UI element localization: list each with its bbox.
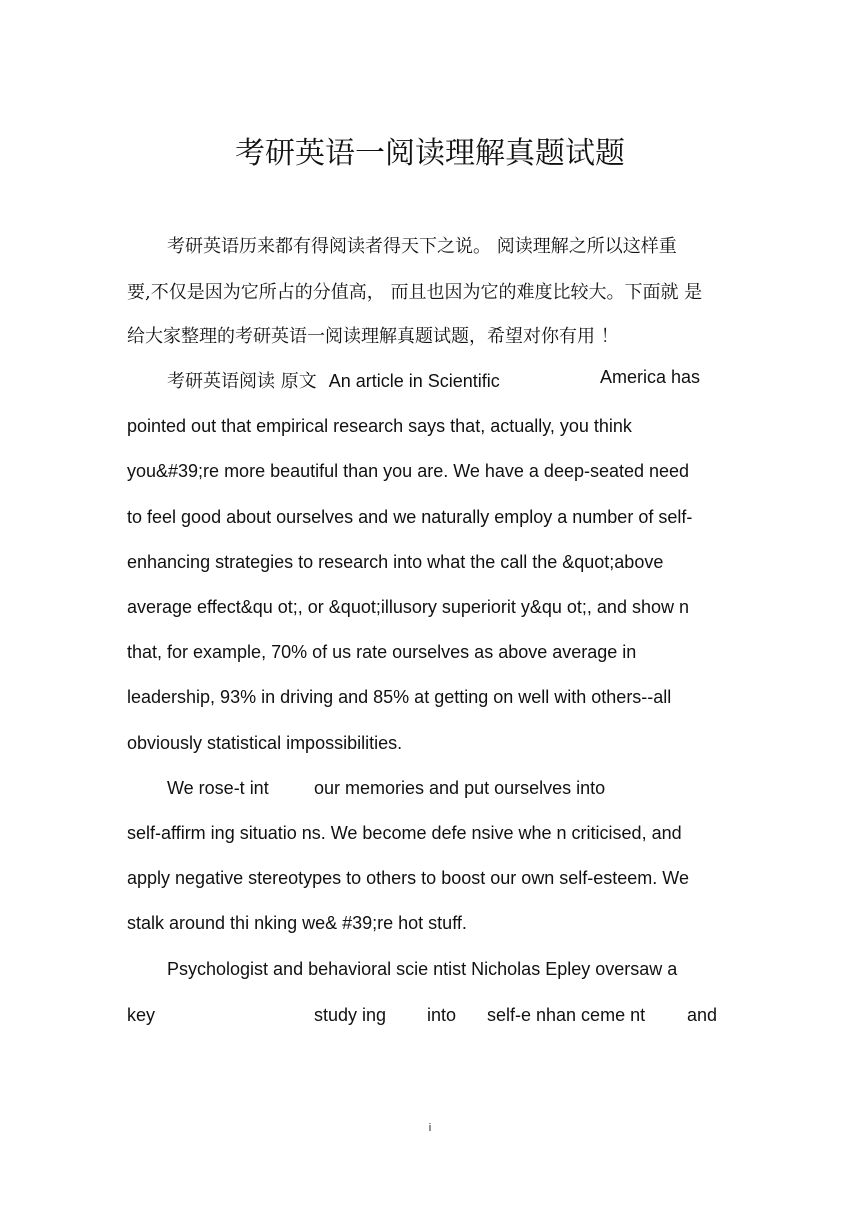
para2-line-4: stalk around thi nking we& #39;re hot stuff. <box>127 913 467 933</box>
para1-phrase: An article in Scientific <box>328 371 500 391</box>
para1-first-line <box>167 367 707 393</box>
para1-line-4: to feel good about ourselves and we naturally employ a number of self- <box>127 507 693 527</box>
para3-word-and: and <box>687 1005 718 1025</box>
para2-line-2: self-affirm ing situatio ns. We become defe nsive whe n criticised, and <box>127 823 682 843</box>
page-title: 考研英语一阅读理解真题试题 <box>235 136 625 171</box>
para2-head: We rose-t int <box>167 778 269 798</box>
para1-line-5: enhancing strategies to research into what the call the &quot;above <box>127 552 664 572</box>
para1-tail: America has <box>600 367 701 387</box>
para3-line-1: Psychologist and behavioral scie ntist Nicholas Epley oversaw a <box>167 959 678 979</box>
para1-line-7: that, for example, 70% of us rate ourselves as above average in <box>127 642 637 662</box>
page-number: i <box>428 1122 432 1134</box>
para2-rest: our memories and put ourselves into <box>314 778 606 798</box>
para2-line-3: apply negative stereotypes to others to boost our own self-esteem. We <box>127 868 689 888</box>
para3-word-key: key <box>127 1005 156 1025</box>
intro-line-1: 考研英语历来都有得阅读者得天下之说。 阅读理解之所以这样重 <box>167 236 677 257</box>
para1-line-2: pointed out that empirical research says that, actually, you think <box>127 416 632 436</box>
para1-prefix: 考研英语阅读 原文 <box>167 371 317 392</box>
para1-line-8: leadership, 93% in driving and 85% at getting on well with others--all <box>127 687 672 707</box>
para3-word-studying: study ing <box>314 1005 387 1025</box>
intro-line-2: 要,不仅是因为它所占的分值高， 而且也因为它的难度比较大。下面就 是 <box>127 282 703 303</box>
para3-word-into: into <box>427 1005 457 1025</box>
intro-line-3: 给大家整理的考研英语一阅读理解真题试题，希望对你有用 ！ <box>127 326 619 347</box>
para1-line-6: average effect&qu ot;, or &quot;illusory superiorit y&qu ot;, and show n <box>127 597 689 617</box>
para1-line-3: you&#39;re more beautiful than you are. We have a deep-seated need <box>127 461 690 481</box>
para1-line-9: obviously statistical impossibilities. <box>127 733 403 753</box>
para3-word-self-enhancement: self-e nhan ceme nt <box>487 1005 646 1025</box>
